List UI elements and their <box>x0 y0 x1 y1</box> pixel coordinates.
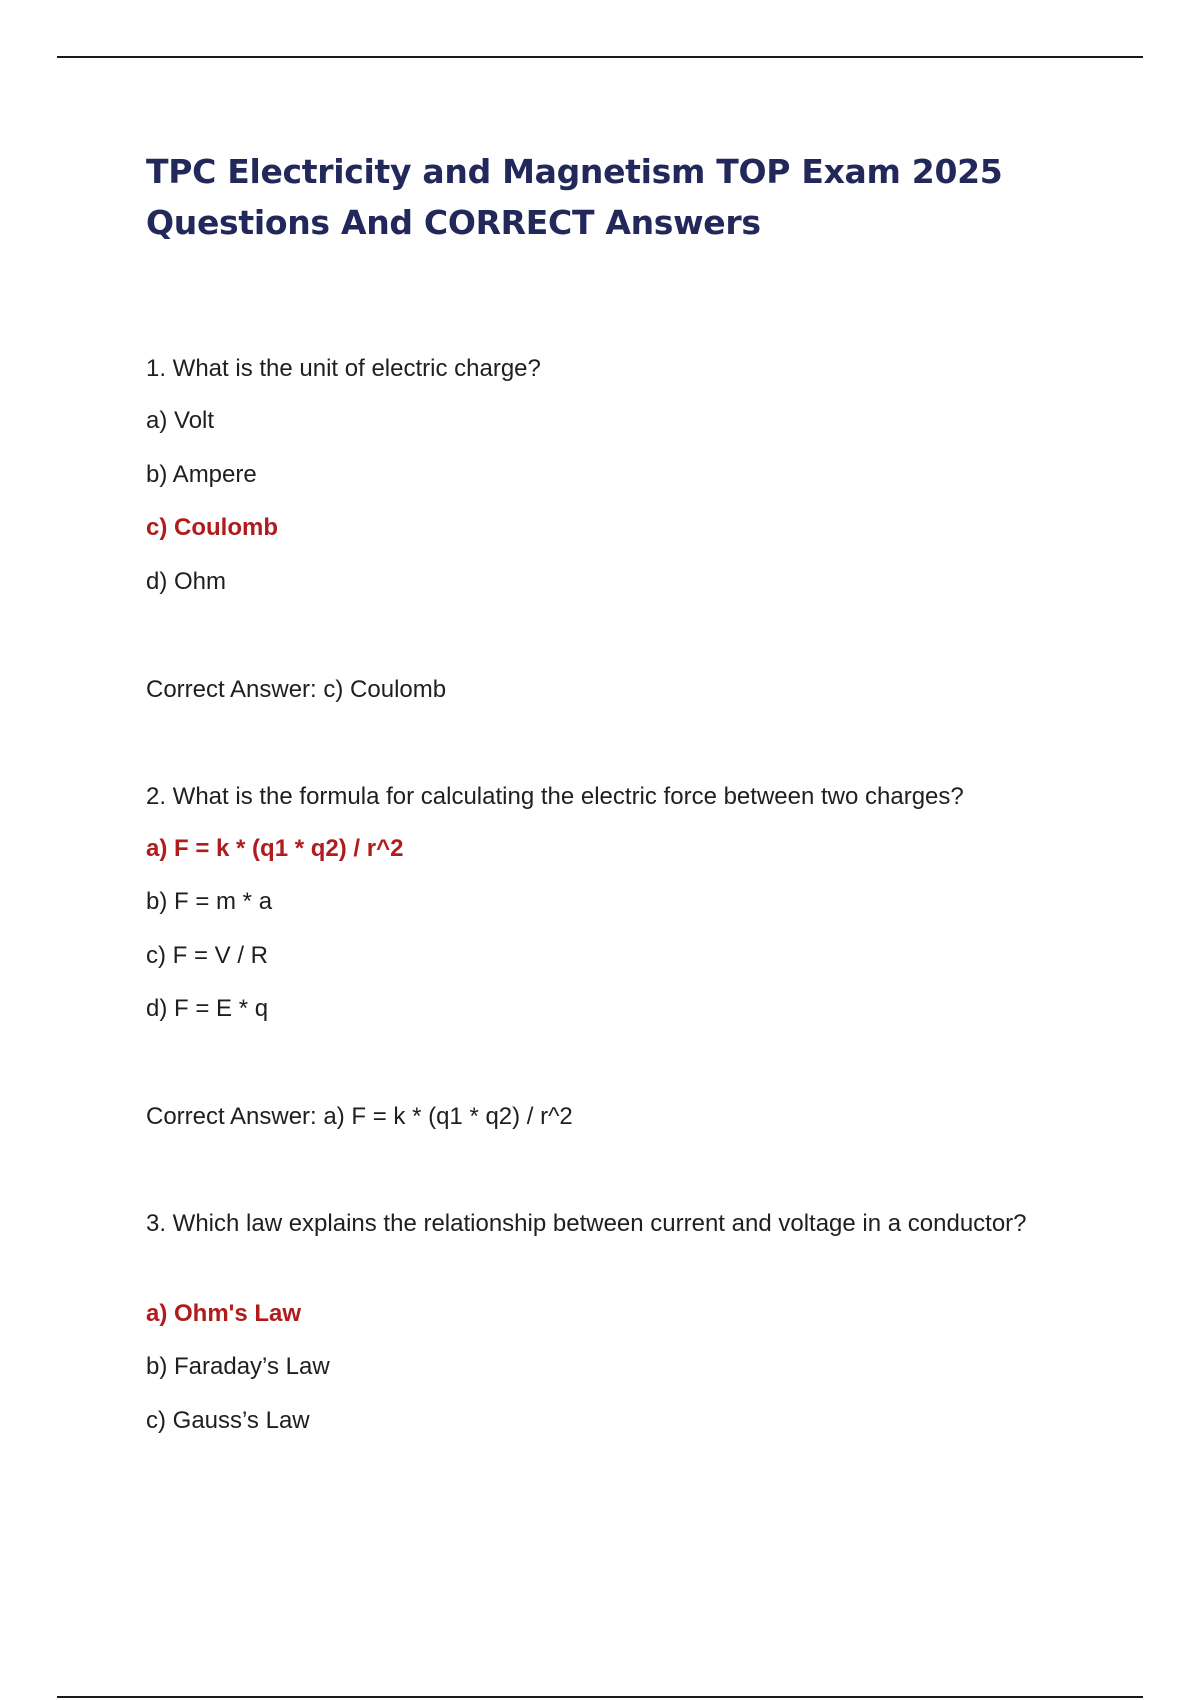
question-1-option-b: b) Ampere <box>146 461 257 488</box>
question-2-prompt: 2. What is the formula for calculating the electric force between two charges? <box>146 783 964 810</box>
question-2-option-d: d) F = E * q <box>146 995 269 1022</box>
question-2-option-a-correct: a) F = k * (q1 * q2) / r^2 <box>146 835 404 862</box>
question-3-option-b: b) Faraday’s Law <box>146 1353 330 1380</box>
question-1-correct-answer: Correct Answer: c) Coulomb <box>146 676 447 703</box>
question-2-correct-answer: Correct Answer: a) F = k * (q1 * q2) / r^2 <box>146 1103 573 1130</box>
document-title: TPC Electricity and Magnetism TOP Exam 2025 Questions And CORRECT Answers <box>146 152 1003 242</box>
question-2-option-b: b) F = m * a <box>146 888 273 915</box>
header-rule <box>57 56 1143 58</box>
footer-rule <box>57 1696 1143 1698</box>
question-1-option-c-correct: c) Coulomb <box>146 514 278 541</box>
question-2-option-c: c) F = V / R <box>146 942 269 969</box>
question-1-prompt: 1. What is the unit of electric charge? <box>146 355 541 382</box>
question-3-option-a-correct: a) Ohm's Law <box>146 1300 302 1327</box>
question-3-prompt: 3. Which law explains the relationship between current and voltage in a conductor? <box>146 1210 1027 1237</box>
question-3-option-c: c) Gauss’s Law <box>146 1407 310 1434</box>
question-1-option-a: a) Volt <box>146 407 215 434</box>
question-1-option-d: d) Ohm <box>146 568 227 595</box>
